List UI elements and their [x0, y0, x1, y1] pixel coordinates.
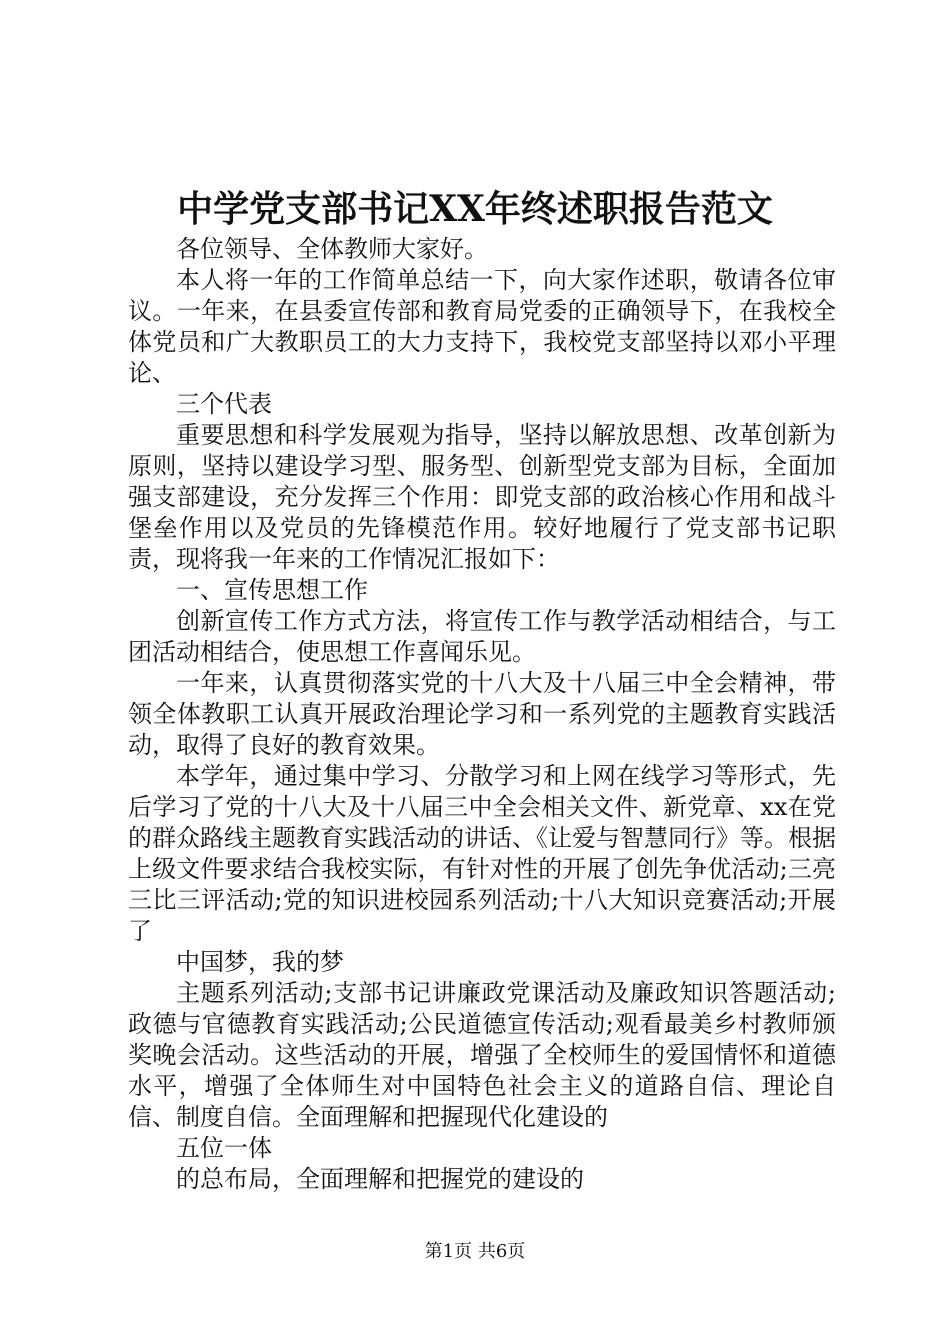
- section-heading-propaganda: 一、宣传思想工作: [176, 576, 368, 604]
- document-body: [128, 234, 836, 1195]
- page-number: 第1页 共6页: [424, 1241, 526, 1262]
- paragraph-china-dream: 中国梦，我的梦: [176, 948, 344, 976]
- paragraph-layout: 的总布局，全面理解和把握党的建设的: [176, 1165, 584, 1193]
- paragraph-intro: 本人将一年的工作简单总结一下，向大家作述职，敬请各位审议。一年来，在县委宣传部和教育局党委的正确领导下，在我校全体党员和广大教职员工的大力支持下，我校党支部坚持以邓小平理论、: [128, 266, 836, 387]
- paragraph-greeting: 各位领导、全体教师大家好。: [176, 235, 488, 263]
- paragraph-study: 本学年，通过集中学习、分散学习和上网在线学习等形式，先后学习了党的十八大及十八届三中全会相关文件、新党章、xx在党的群众路线主题教育实践活动的讲话、《让爱与智慧同行》等。根据上级文件要求结合我校实际，有针对性的开展了创先争优活动;三亮三比三评活动;党的知识进校园系列活动;十八大知识竞赛活动;开展了: [128, 762, 836, 945]
- paragraph-innovation: 创新宣传工作方式方法，将宣传工作与教学活动相结合，与工团活动相结合，使思想工作喜闻乐见。: [128, 607, 836, 666]
- document-title: 中学党支部书记XX年终述职报告范文: [177, 188, 773, 230]
- paragraph-guidance: 重要思想和科学发展观为指导，坚持以解放思想、改革创新为原则，坚持以建设学习型、服务型、创新型党支部为目标，全面加强支部建设，充分发挥三个作用：即党支部的政治核心作用和战斗堡垒作用以及党员的先锋模范作用。较好地履行了党支部书记职责，现将我一年来的工作情况汇报如下：: [128, 421, 836, 573]
- paragraph-five-in-one: 五位一体: [176, 1134, 272, 1162]
- paragraph-three-represents: 三个代表: [176, 390, 272, 418]
- paragraph-activities: 主题系列活动;支部书记讲廉政党课活动及廉政知识答题活动;政德与官德教育实践活动;公民道德宣传活动;观看最美乡村教师颁奖晚会活动。这些活动的开展，增强了全校师生的爱国情怀和道德水平，增强了全体师生对中国特色社会主义的道路自信、理论自信、制度自信。全面理解和把握现代化建设的: [128, 979, 836, 1131]
- paragraph-year-review: 一年来，认真贯彻落实党的十八大及十八届三中全会精神，带领全体教职工认真开展政治理论学习和一系列党的主题教育实践活动，取得了良好的教育效果。: [128, 669, 836, 759]
